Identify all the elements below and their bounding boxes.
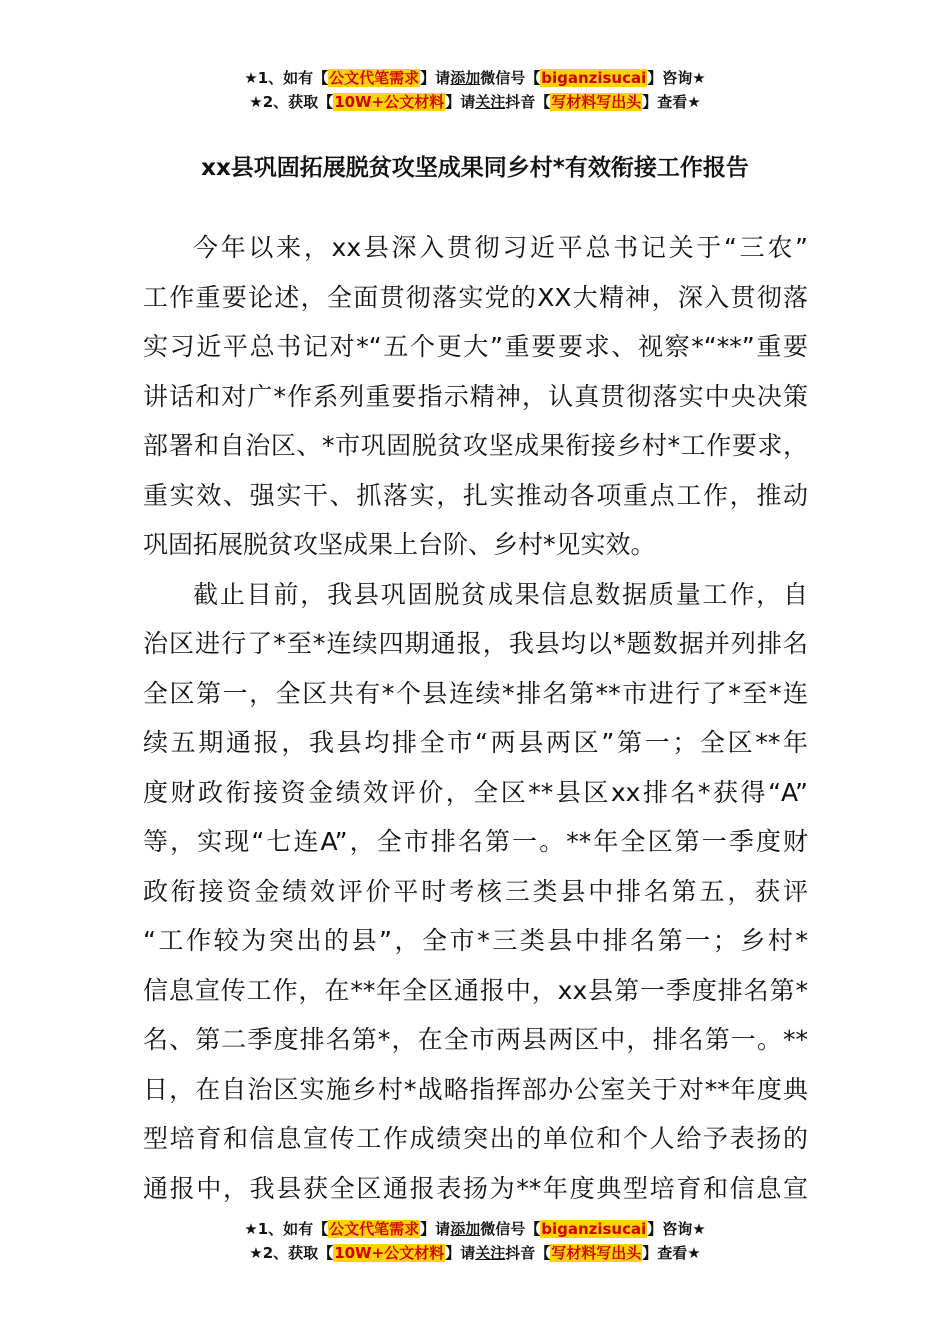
banner-text: 】请 [445, 1244, 476, 1262]
banner-text: ★2、获取【 [249, 93, 334, 111]
text-line: 重实效、强实干、抓落实，扎实推动各项重点工作，推动 [143, 480, 808, 510]
text-line: 截止目前，我县巩固脱贫成果信息数据质量工作，自 [193, 579, 808, 609]
banner-underline: 添加 [450, 1220, 481, 1238]
banner-text: 】请 [420, 1220, 451, 1238]
banner-highlight: 公文代笔需求 [329, 1220, 420, 1238]
text-line: “工作较为突出的县”，全市*三类县中排名第一；乡村* [143, 926, 808, 955]
header-banner [0, 66, 950, 114]
document-body [143, 223, 808, 1213]
text-line: 度财政衔接资金绩效评价，全区**县区xx排名*获得“A” [143, 777, 808, 807]
banner-text: 】咨询★ [647, 69, 706, 87]
text-line: 部署和自治区、*市巩固脱贫攻坚成果衔接乡村*工作要求， [143, 431, 808, 460]
banner-highlight: biganzisucai [541, 69, 647, 87]
banner-text: 】查看★ [642, 1244, 701, 1262]
text-line: 实习近平总书记对*“五个更大”重要要求、视察*“**”重要 [143, 332, 808, 361]
banner-line-1 [0, 66, 950, 90]
text-line: 通报中，我县获全区通报表扬为**年度典型培育和信息宣 [143, 1173, 808, 1203]
banner-highlight: 10W+公文材料 [334, 93, 445, 111]
text-line: 治区进行了*至*连续四期通报，我县均以*题数据并列排名 [143, 629, 808, 658]
text-line: 工作重要论述，全面贯彻落实党的XX大精神，深入贯彻落 [143, 282, 808, 312]
text-line: 讲话和对广*作系列重要指示精神，认真贯彻落实中央决策 [143, 381, 808, 411]
paragraph [143, 570, 808, 1214]
banner-highlight: 10W+公文材料 [334, 1244, 445, 1262]
banner-text: 微信号【 [480, 1220, 541, 1238]
text-line: 信息宣传工作，在**年全区通报中，xx县第一季度排名第* [143, 975, 808, 1005]
banner-underline: 添加 [450, 69, 481, 87]
banner-text: 】查看★ [642, 93, 701, 111]
text-line: 全区第一，全区共有*个县连续*排名第**市进行了*至*连 [143, 678, 808, 708]
text-line: 政衔接资金绩效评价平时考核三类县中排名第五，获评 [143, 876, 808, 906]
banner-text: ★1、如有【 [244, 1220, 329, 1238]
document-title: xx县巩固拓展脱贫攻坚成果同乡村*有效衔接工作报告 [201, 155, 749, 181]
banner-text: 抖音【 [505, 93, 551, 111]
banner-underline: 关注 [475, 93, 506, 111]
banner-text: ★2、获取【 [249, 1244, 334, 1262]
banner-text: 】咨询★ [647, 1220, 706, 1238]
banner-text: 微信号【 [480, 69, 541, 87]
banner-underline: 关注 [475, 1244, 506, 1262]
text-line: 日，在自治区实施乡村*战略指挥部办公室关于对**年度典 [143, 1074, 808, 1104]
banner-highlight: 写材料写出头 [551, 93, 642, 111]
text-line: 等，实现“七连A”，全市排名第一。**年全区第一季度财 [143, 827, 808, 856]
banner-highlight: biganzisucai [541, 1220, 647, 1238]
footer-banner [0, 1217, 950, 1265]
banner-line-2 [0, 90, 950, 114]
banner-text: ★1、如有【 [244, 69, 329, 87]
banner-line-1 [0, 1217, 950, 1241]
banner-line-2 [0, 1241, 950, 1265]
banner-highlight: 公文代笔需求 [329, 69, 420, 87]
paragraph [143, 223, 808, 570]
banner-text: 】请 [420, 69, 451, 87]
text-line: 今年以来，xx县深入贯彻习近平总书记关于“三农” [193, 233, 808, 262]
text-line: 续五期通报，我县均排全市“两县两区”第一；全区**年 [143, 728, 808, 757]
banner-highlight: 写材料写出头 [551, 1244, 642, 1262]
text-line: 名、第二季度排名第*，在全市两县两区中，排名第一。** [143, 1025, 808, 1054]
text-line: 型培育和信息宣传工作成绩突出的单位和个人给予表扬的 [143, 1124, 808, 1153]
text-line: 巩固拓展脱贫攻坚成果上台阶、乡村*见实效。 [143, 530, 656, 559]
banner-text: 抖音【 [505, 1244, 551, 1262]
banner-text: 】请 [445, 93, 476, 111]
